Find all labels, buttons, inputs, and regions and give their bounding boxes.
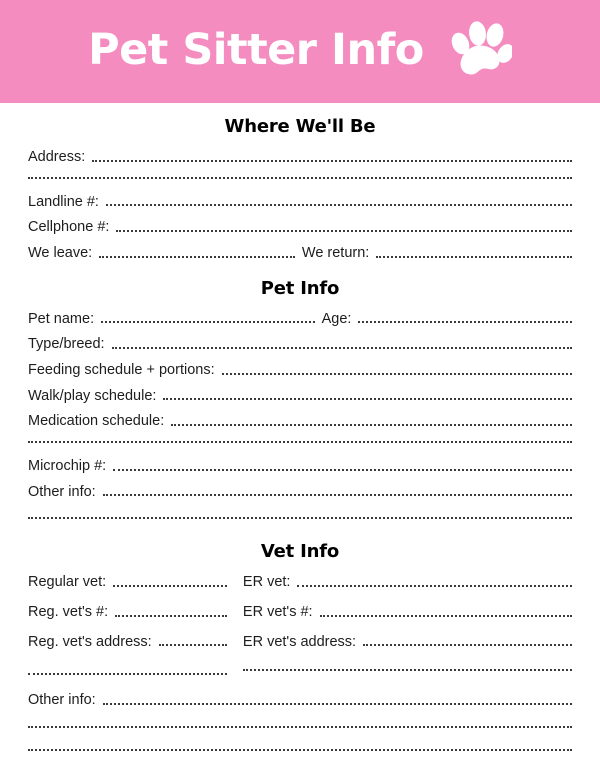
section-heading-where: Where We'll Be (224, 116, 376, 137)
write-line[interactable] (297, 585, 572, 587)
write-line[interactable] (92, 160, 572, 162)
write-line[interactable] (99, 256, 295, 258)
field-label: Walk/play schedule: (28, 387, 157, 404)
vet-column-er (243, 574, 572, 692)
section-heading-pet: Pet Info (260, 277, 340, 299)
field-regular-vet-phone[interactable] (28, 604, 227, 621)
write-line[interactable] (28, 749, 572, 751)
write-line[interactable] (112, 347, 572, 349)
write-line[interactable] (171, 424, 572, 426)
write-line[interactable] (376, 256, 572, 258)
field-label: Address: (28, 149, 86, 165)
vet-columns (28, 574, 572, 692)
field-vet-other-info-continuation-2[interactable] (28, 749, 572, 755)
field-label: ER vet's address: (242, 633, 357, 650)
field-pet-name-age[interactable] (28, 311, 572, 328)
form-sheet (0, 116, 600, 755)
page-header (0, 0, 600, 103)
field-vet-other-info-continuation-1[interactable] (28, 726, 572, 732)
field-address[interactable] (28, 149, 572, 166)
write-line[interactable] (103, 703, 572, 705)
paw-print-icon (450, 20, 512, 83)
field-label-we-return: We return: (301, 245, 370, 262)
write-line[interactable] (28, 517, 572, 519)
vet-fields (28, 574, 572, 755)
write-line[interactable] (243, 669, 572, 671)
write-line[interactable] (113, 469, 572, 471)
write-line[interactable] (222, 373, 572, 375)
field-er-vet-address-continuation[interactable] (243, 669, 572, 675)
field-label: Reg. vet's address: (28, 633, 152, 650)
field-regular-vet-address-continuation[interactable] (28, 673, 227, 679)
field-label: Regular vet: (28, 574, 107, 591)
field-pet-other-info-continuation[interactable] (28, 517, 572, 523)
field-regular-vet[interactable] (28, 574, 227, 591)
field-microchip[interactable] (28, 458, 572, 475)
field-medication-continuation[interactable] (28, 441, 572, 447)
field-label: Microchip #: (28, 458, 107, 475)
write-line[interactable] (28, 177, 572, 179)
field-we-leave-return[interactable] (28, 245, 572, 262)
write-line[interactable] (28, 441, 572, 443)
field-label: Landline #: (28, 193, 99, 210)
write-line[interactable] (28, 726, 572, 728)
field-label-age: Age: (321, 310, 352, 327)
field-label: Medication schedule: (28, 413, 165, 430)
write-line[interactable] (115, 615, 227, 617)
field-address-continuation[interactable] (28, 177, 572, 183)
write-line[interactable] (358, 321, 572, 323)
field-label: Type/breed: (28, 336, 105, 353)
field-er-vet[interactable] (243, 574, 572, 591)
field-label: Reg. vet's #: (28, 604, 109, 621)
write-line[interactable] (106, 204, 572, 206)
field-regular-vet-address[interactable] (28, 634, 227, 651)
field-label: Other info: (28, 692, 96, 709)
write-line[interactable] (103, 494, 572, 496)
field-label: Other info: (28, 483, 96, 500)
field-label: We leave: (28, 245, 93, 262)
field-walk-play-schedule[interactable] (28, 388, 572, 405)
write-line[interactable] (320, 615, 572, 617)
field-cellphone[interactable] (28, 219, 572, 236)
section-heading-vet: Vet Info (260, 541, 340, 563)
write-line[interactable] (116, 230, 572, 232)
field-er-vet-phone[interactable] (243, 604, 572, 621)
section-where-well-be (28, 116, 572, 262)
field-er-vet-address[interactable] (243, 634, 572, 651)
write-line[interactable] (113, 585, 227, 587)
where-fields (28, 149, 572, 262)
write-line[interactable] (101, 321, 315, 323)
field-landline[interactable] (28, 194, 572, 211)
field-feeding-schedule[interactable] (28, 362, 572, 379)
section-vet-info (28, 541, 572, 755)
write-line[interactable] (28, 673, 227, 675)
write-line[interactable] (159, 644, 227, 646)
pet-fields (28, 311, 572, 524)
field-medication-schedule[interactable] (28, 413, 572, 430)
field-label: Feeding schedule + portions: (28, 362, 215, 379)
vet-column-regular (28, 574, 227, 692)
field-pet-other-info[interactable] (28, 484, 572, 501)
section-pet-info (28, 278, 572, 524)
write-line[interactable] (363, 644, 572, 646)
write-line[interactable] (163, 398, 572, 400)
field-type-breed[interactable] (28, 336, 572, 353)
field-label: Cellphone #: (28, 219, 110, 236)
spacer (28, 663, 227, 673)
field-label: ER vet: (242, 574, 291, 591)
field-label: Pet name: (28, 310, 95, 327)
field-label: ER vet's #: (242, 604, 313, 621)
page-title: Pet Sitter Info (88, 25, 424, 75)
field-vet-other-info[interactable] (28, 692, 572, 709)
